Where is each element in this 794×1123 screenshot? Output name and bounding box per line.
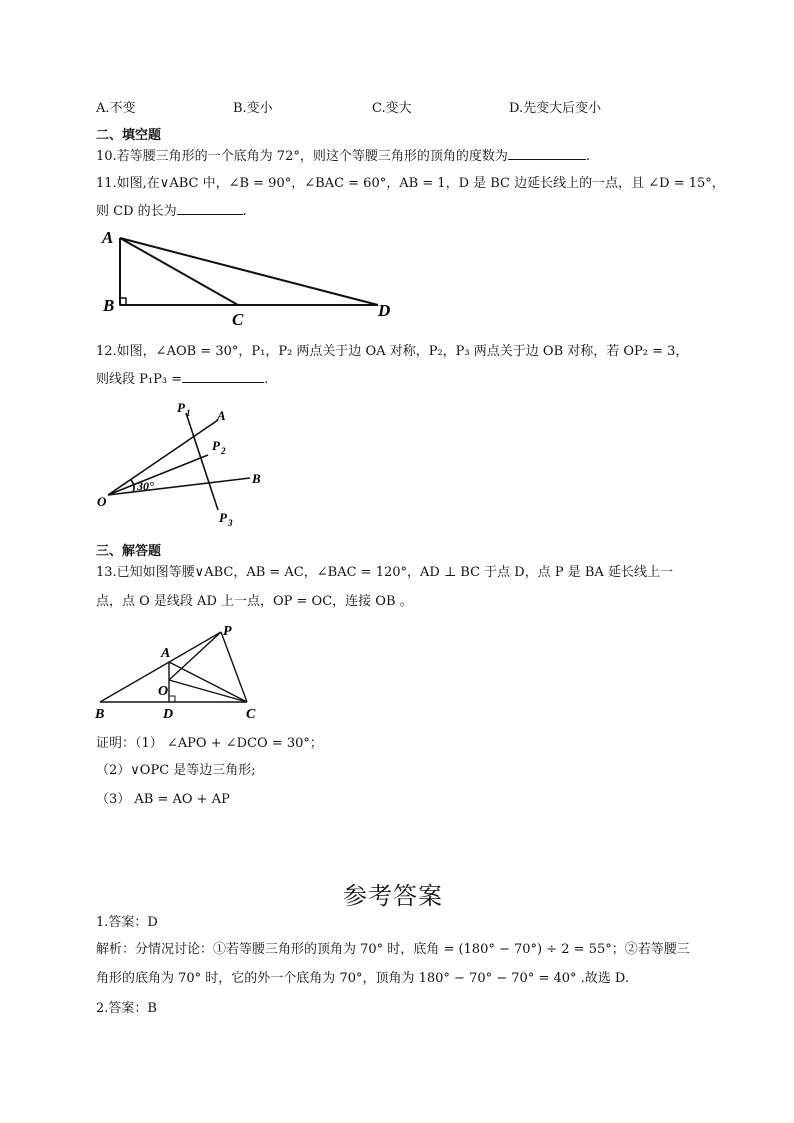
question-12-end: . xyxy=(264,372,269,387)
proof-1: 证明：（1） ∠APO + ∠DCO = 30°； xyxy=(96,736,323,751)
proof-2: （2）∨OPC 是等边三角形; xyxy=(96,763,256,778)
section-title-solutions: 三、解答题 xyxy=(96,544,162,559)
question-11-end: . xyxy=(242,204,247,219)
proof-3: （3） AB = AO + AP xyxy=(96,792,230,807)
label-o: O xyxy=(97,494,107,509)
label-b: B xyxy=(103,296,115,315)
label-p2-sub: 2 xyxy=(221,446,226,456)
label-o: O xyxy=(158,684,169,699)
question-13-line1: 13.已知如图等腰∨ABC，AB = AC，∠BAC = 120°，AD ⊥ BC 于点 D，点 P 是 BA 延长线上一 xyxy=(96,565,673,580)
label-p: P xyxy=(223,624,232,639)
label-c: C xyxy=(232,310,244,329)
label-a: A xyxy=(102,228,114,247)
question-10-end: . xyxy=(585,149,590,164)
question-10-text: 10.若等腰三角形的一个底角为 72°，则这个等腰三角形的顶角的度数为 xyxy=(96,149,508,164)
section-title-fill-in: 二、填空题 xyxy=(96,128,162,143)
label-p1: P xyxy=(177,400,185,415)
question-12-text: 则线段 P₁P₃ = xyxy=(96,372,183,387)
answer-1-explanation-line2: 角形的底角为 70° 时，它的外一个底角为 70°，顶角为 180° − 70° − 70° = 40° .故选 D. xyxy=(96,971,630,986)
label-b: B xyxy=(95,707,105,722)
answers-title: 参考答案 xyxy=(343,882,443,910)
segment-oc xyxy=(169,680,247,702)
answer-1-explanation-line1: 解析：分情况讨论：①若等腰三角形的顶角为 70° 时，底角 = (180° − 70°) ÷ 2 = 55°；②若等腰三 xyxy=(96,942,690,957)
q9-option-c: C.变大 xyxy=(372,101,412,116)
q9-option-d: D.先变大后变小 xyxy=(509,101,602,116)
label-a: A xyxy=(217,408,226,423)
label-angle-30: 30° xyxy=(137,479,154,493)
label-c: C xyxy=(246,707,256,722)
label-p3: P xyxy=(219,510,227,525)
question-11-text: 则 CD 的长为 xyxy=(96,204,177,219)
label-p2: P xyxy=(212,438,220,453)
right-angle-mark xyxy=(169,696,175,702)
label-d: D xyxy=(163,707,174,722)
q9-option-a: A.不变 xyxy=(96,101,136,116)
label-b: B xyxy=(252,471,261,486)
label-p3-sub: 3 xyxy=(228,518,233,528)
q9-option-b: B.变小 xyxy=(233,101,273,116)
segment-ac xyxy=(169,662,247,702)
segment-pc xyxy=(221,632,247,702)
label-a: A xyxy=(161,646,171,661)
answer-2: 2.答案：B xyxy=(96,1001,157,1016)
label-p1-sub: 1 xyxy=(186,408,191,418)
segment-op xyxy=(169,632,221,680)
question-12-line1: 12.如图，∠AOB = 30°，P₁，P₂ 两点关于边 OA 对称，P₂，P₃ 两点关于边 OB 对称，若 OP₂ = 3， xyxy=(96,344,689,359)
answer-1: 1.答案：D xyxy=(96,915,158,930)
question-13-line2: 点，点 O 是线段 AD 上一点，OP = OC，连接 OB 。 xyxy=(96,594,413,609)
question-11-line1: 11.如图,在∨ABC 中，∠B = 90°，∠BAC = 60°，AB = 1，D 是 BC 边延长线上的一点，且 ∠D = 15°， xyxy=(96,176,725,191)
label-d: D xyxy=(378,301,391,320)
